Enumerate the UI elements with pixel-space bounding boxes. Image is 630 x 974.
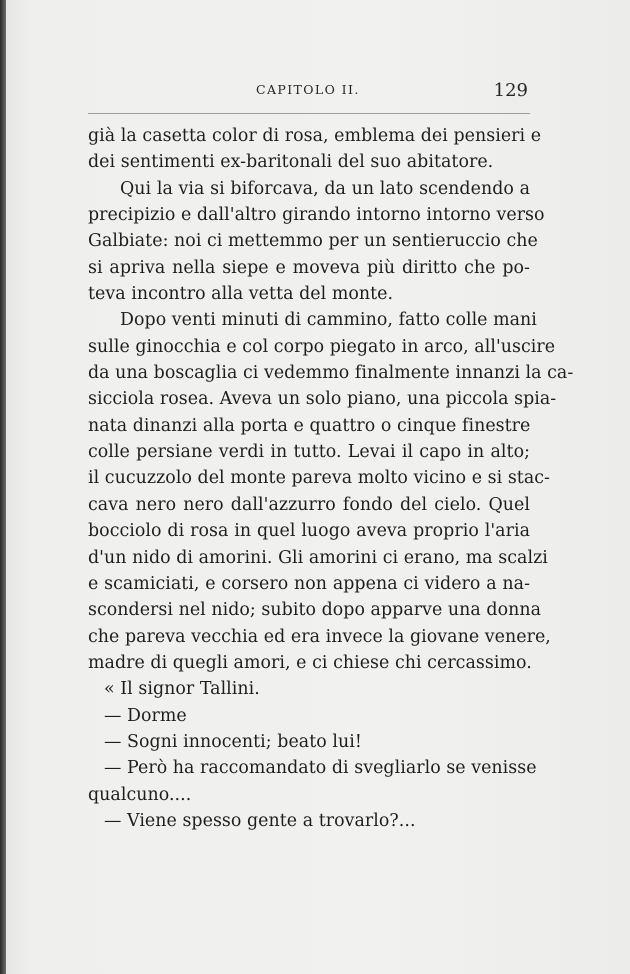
text-line: Dopo venti minuti di cammino, fatto colle mani xyxy=(120,310,537,331)
text-line: d'un nido di amorini. Gli amorini ci erano, ma scalzi xyxy=(88,547,548,568)
body-text xyxy=(88,123,574,834)
text-line: si apriva nella siepe e moveva più diritto che po- xyxy=(88,257,530,278)
text-line: già la casetta color di rosa, emblema dei pensieri e xyxy=(88,126,542,146)
text-line: dei sentimenti ex-baritonali del suo abitatore. xyxy=(88,152,494,173)
text-line: il cucuzzolo del monte pareva molto vicino e si stac- xyxy=(88,468,550,489)
dialogue-line: — Però ha raccomandato di svegliarlo se venisse xyxy=(104,758,537,779)
text-line: che pareva vecchia ed era invece la giovane venere, xyxy=(88,626,551,647)
text-line: madre di quegli amori, e ci chiese chi cercassimo. xyxy=(88,652,532,673)
text-line: nata dinanzi alla porta e quattro o cinque finestre xyxy=(88,415,531,436)
text-line: Qui la via si biforcava, da un lato scendendo a xyxy=(120,178,530,199)
page-number: 129 xyxy=(493,80,528,101)
text-line: sicciola rosea. Aveva un solo piano, una piccola spia- xyxy=(88,389,557,410)
text-line: scondersi nel nido; subito dopo apparve una donna xyxy=(88,600,542,621)
text-line: bocciolo di rosa in quel luogo aveva proprio l'aria xyxy=(88,521,530,542)
text-line: colle persiane verdi in tutto. Levai il capo in alto; xyxy=(88,442,530,463)
header-rule xyxy=(88,113,530,114)
dialogue-line: — Sogni innocenti; beato lui! xyxy=(104,731,362,752)
running-head: CAPITOLO II. xyxy=(256,82,360,97)
text-line: cava nero nero dall'azzurro fondo del cielo. Quel xyxy=(88,494,530,515)
text-line: teva incontro alla vetta del monte. xyxy=(88,284,394,305)
page-header xyxy=(86,80,530,104)
dialogue-line: — Viene spesso gente a trovarlo?... xyxy=(104,810,416,831)
text-line: da una boscaglia ci vedemmo finalmente innanzi la ca- xyxy=(88,363,574,384)
text-line: Galbiate: noi ci mettemmo per un sentieruccio che xyxy=(88,231,538,252)
text-line: precipizio e dall'altro girando intorno intorno verso xyxy=(88,205,545,226)
dialogue-line: — Dorme xyxy=(104,705,187,726)
text-line: sulle ginocchia e col corpo piegato in arco, all'uscire xyxy=(88,336,556,357)
text-line: qualcuno.... xyxy=(88,784,192,805)
dialogue-line: « Il signor Tallini. xyxy=(104,679,260,700)
text-line: e scamiciati, e corsero non appena ci videro a na- xyxy=(88,573,530,594)
